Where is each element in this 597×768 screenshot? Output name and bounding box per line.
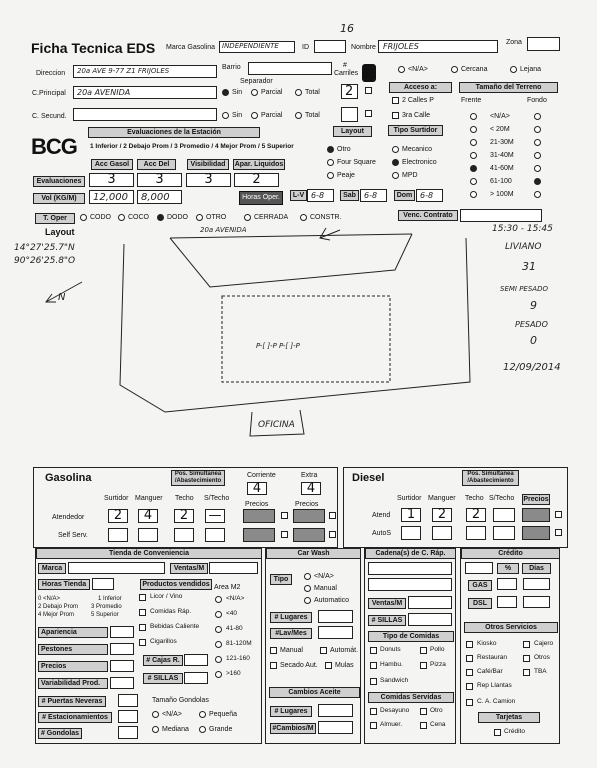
credito-gas-label: GAS — [468, 580, 492, 591]
direccion-label: Direccion — [36, 70, 66, 77]
total-label-2: Total — [305, 112, 320, 119]
gondola-na-label: <N/A> — [162, 711, 182, 718]
rating-field[interactable] — [110, 626, 134, 638]
area-option-label: <N/A> — [226, 595, 245, 602]
desayuno-label: Desayuno — [380, 707, 410, 714]
otros-check[interactable] — [523, 655, 530, 662]
cadena-header: Cadena(s) de C. Ráp. — [365, 548, 456, 559]
tarjetas-header: Tarjetas — [478, 712, 540, 723]
tienda-item-label: Licor / Vino — [150, 593, 183, 600]
otros-check[interactable] — [466, 683, 473, 690]
scale-item: 5 Superior — [91, 612, 119, 618]
direccion-field[interactable]: 20a AVE 9-77 Z1 FRIJOLES — [73, 65, 217, 78]
cw-automat-check-label: Automát. — [330, 647, 359, 654]
gas-stecho-field[interactable]: — — [205, 509, 225, 523]
corriente-field[interactable]: 4 — [247, 482, 267, 495]
gas-precio-corriente-check[interactable] — [281, 512, 288, 519]
cw-secado-label: Secado Aut. — [280, 662, 318, 669]
tienda-sillas-label: # SILLAS — [143, 673, 183, 684]
dsl-atend-label: Atend — [372, 512, 391, 519]
tienda-horas-label: Horas Tienda — [38, 579, 90, 590]
cw-lugares-label: # Lugares — [270, 612, 312, 623]
sin-label-2: Sin — [232, 112, 243, 119]
tienda-item-check[interactable] — [139, 594, 146, 601]
area-radio[interactable] — [215, 641, 222, 648]
eval-acc-gasol[interactable]: 3 — [89, 173, 134, 187]
cw-manual-check[interactable] — [270, 647, 277, 654]
dsl-col-surtidor: Surtidor — [397, 495, 422, 502]
area-radio[interactable] — [215, 656, 222, 663]
cadena-ventas-field[interactable] — [408, 596, 452, 609]
gas-col-techo: Techo — [175, 495, 194, 502]
tipo-oper-label-opt: CODO — [90, 214, 111, 221]
cadena-ventas-label: Ventas/M — [368, 598, 406, 609]
terreno-size-label: 41-60M — [490, 165, 514, 172]
cajas-field[interactable] — [184, 654, 208, 666]
tipo-oper-label: T. Oper — [35, 213, 75, 224]
sin-label: Sin — [232, 89, 243, 96]
self-precio-2[interactable] — [293, 528, 325, 542]
layout-sketch-label: Layout — [45, 227, 75, 237]
credito-dias-label: Días — [522, 563, 551, 574]
almuer-label: Almuer. — [380, 721, 403, 728]
tienda-item-check[interactable] — [139, 624, 146, 631]
otros-label: TBA — [534, 668, 547, 675]
scale-item: 2 Debajo Prom — [38, 604, 79, 610]
donuts-label: Donuts — [380, 646, 401, 653]
carwash-tipo-label: Tipo — [270, 574, 292, 585]
north-label: N — [58, 292, 66, 303]
vol-field-1[interactable]: 12,000 — [89, 190, 134, 204]
evaluaciones-row-label: Evaluaciones — [33, 176, 85, 187]
cambios-lugares-label: # Lugares — [270, 706, 312, 717]
dsl-manguer-field[interactable]: 2 — [432, 508, 452, 522]
total-label: Total — [305, 89, 320, 96]
area-option-label: 81-120M — [226, 640, 252, 647]
calle-3ra-label: 3ra Calle — [402, 112, 431, 119]
credito-header: Crédito — [461, 548, 560, 559]
dsl-surtidor-field[interactable]: 1 — [401, 508, 421, 522]
dsl-autos-techo[interactable] — [466, 526, 486, 540]
layout-header: Layout — [333, 126, 372, 137]
area-radio[interactable] — [215, 671, 222, 678]
scale-item: 1 Inferior — [98, 596, 122, 602]
cw-auto-label: Automatico — [314, 597, 350, 604]
dsl-stecho-field[interactable] — [493, 508, 515, 522]
cw-na-label: <N/A> — [314, 573, 334, 580]
otros-check[interactable] — [523, 669, 530, 676]
tarjeta-credito-label: Crédito — [504, 728, 525, 735]
gas-col-surtidor: Surtidor — [104, 495, 129, 502]
gas-precios-label-1: Precios — [245, 501, 269, 508]
horas-oper-label: Horas Oper. — [239, 191, 283, 205]
tienda-sillas-field[interactable] — [184, 672, 208, 684]
tienda-ventas-field[interactable] — [209, 562, 258, 574]
self-manguer[interactable] — [138, 528, 158, 542]
gondola-pequena-radio[interactable] — [199, 711, 206, 718]
eval-acc-del[interactable]: 3 — [137, 173, 182, 187]
cw-manual-check-label: Manual — [280, 647, 303, 654]
col-acc-del: Acc Del — [137, 159, 176, 170]
otros-label: Café/Bar — [477, 668, 503, 675]
dsl-autos-surtidor[interactable] — [401, 526, 421, 540]
zona-label: Zona — [506, 39, 522, 46]
gas-precios-label-2: Precios — [295, 501, 319, 508]
dom-label: Dom — [394, 190, 415, 201]
tienda-ventas-label: Ventas/M — [170, 563, 208, 574]
nombre-field[interactable]: FRIJOLES — [378, 40, 498, 53]
office-label: OFICINA — [258, 420, 295, 430]
gas-techo-field[interactable]: 2 — [174, 509, 194, 523]
credito-dsl-label: DSL — [468, 598, 492, 609]
gondola-mediana-radio[interactable] — [152, 726, 159, 733]
otro-comida-label: Otro — [430, 707, 443, 714]
cw-mulas-label: Mulas — [335, 662, 354, 669]
productos-header: Productos vendidos — [140, 579, 212, 590]
area-m2-label: Area M2 — [214, 584, 241, 591]
cambios-header: Cambios Aceite — [269, 687, 360, 698]
gondola-pequena-label: Pequeña — [209, 711, 238, 718]
credito-field[interactable] — [465, 562, 493, 574]
gas-col-stecho: S/Techo — [204, 495, 230, 502]
tipo-oper-label-opt: OTRO — [206, 214, 227, 221]
tienda-item-label: Cigarillos — [150, 638, 177, 645]
venc-contrato-label: Venc. Contrato — [398, 210, 458, 221]
otros-check[interactable] — [466, 655, 473, 662]
area-option-label: 41-80 — [226, 625, 243, 632]
dsl-col-stecho: S/Techo — [489, 495, 515, 502]
tipo-oper-label-opt: CONSTR. — [310, 214, 342, 221]
self-precio-1[interactable] — [243, 528, 275, 542]
pesado-label: PESADO — [515, 320, 548, 329]
sab-label: Sab — [340, 190, 359, 201]
cw-automat-check[interactable] — [320, 647, 327, 654]
self-surtidor[interactable] — [108, 528, 128, 542]
cadena-field-1[interactable] — [368, 562, 452, 575]
carriles-field[interactable]: 2 — [341, 84, 358, 99]
estac-field[interactable] — [118, 710, 138, 723]
eval-apar-liquidos[interactable]: 2 — [234, 173, 279, 187]
page-number: 16 — [340, 22, 354, 35]
cajas-label: # Cajas R. — [143, 655, 183, 666]
cadena-sillas-label: # SILLAS — [368, 615, 406, 626]
gas-pos-sim: Pos. Simultanea /Abastecimiento — [171, 470, 225, 486]
self-techo[interactable] — [174, 528, 194, 542]
dsl-autos-manguer[interactable] — [432, 526, 452, 540]
dsl-autos-precio-check[interactable] — [555, 529, 562, 536]
dsl-autos-stecho[interactable] — [493, 526, 515, 540]
cw-manual-label: Manual — [314, 585, 337, 592]
puertas-label: # Puertas Neveras — [38, 696, 106, 707]
vis-na-label: <N/A> — [408, 66, 428, 73]
cw-manual-radio[interactable] — [304, 585, 311, 592]
otros-label: Cajero — [534, 640, 554, 647]
pesado-count: 0 — [530, 334, 537, 347]
cambios-lugares-field[interactable] — [318, 704, 353, 717]
servidas-header: Comidas Servidas — [368, 692, 454, 703]
gas-surtidor-field[interactable]: 2 — [108, 509, 128, 523]
dsl-col-precios: Precios — [523, 496, 549, 503]
semipesado-count: 9 — [530, 299, 537, 312]
area-radio[interactable] — [215, 611, 222, 618]
gas-precio-extra-check[interactable] — [329, 512, 336, 519]
marca-field[interactable]: INDEPENDIENTE — [219, 41, 295, 53]
otros-check[interactable] — [466, 641, 473, 648]
dom-field[interactable]: 6-8 — [416, 189, 443, 202]
otros-check[interactable] — [523, 641, 530, 648]
self-stecho[interactable] — [205, 528, 225, 542]
gasolina-title: Gasolina — [45, 472, 92, 484]
semipesado-label: SEMI PESADO — [500, 285, 548, 293]
principal-field[interactable]: 20a AVENIDA — [73, 86, 217, 99]
gondolas-label: # Gondolas — [38, 728, 82, 739]
extra-label: Extra — [301, 472, 318, 479]
tam-gondolas-label: Tamaño Gondolas — [152, 697, 209, 704]
dsl-pos-sim: Pos. Simultanea /Abastecimiento — [462, 470, 519, 486]
tipo-oper-label-opt: CERRADA — [254, 214, 289, 221]
otro-comida-check[interactable] — [420, 708, 427, 715]
vis-cercana-label: Cercana — [461, 66, 488, 73]
cambios-mes-field[interactable] — [318, 721, 353, 734]
otros-label: C. A. Camion — [477, 698, 516, 705]
terreno-size-label: < 20M — [490, 126, 510, 133]
pumps-label: P-[ ]-P P-[ ]-P — [256, 342, 300, 350]
id-label: ID — [302, 44, 309, 51]
scale-item: 3 Promedio — [91, 604, 122, 610]
area-option-label: <40 — [226, 610, 238, 617]
dsl-precio-check[interactable] — [555, 511, 562, 518]
coords-lon: 90°26'25.8"O — [14, 256, 76, 266]
gondola-mediana-label: Mediana — [162, 726, 189, 733]
gas-precio-extra[interactable] — [293, 509, 325, 523]
otros-check[interactable] — [466, 699, 473, 706]
terreno-size-label: > 100M — [490, 191, 514, 198]
rating-field[interactable] — [110, 660, 134, 672]
extra-field[interactable]: 4 — [301, 482, 321, 495]
parcial-label-2: Parcial — [261, 112, 283, 119]
cw-na-radio[interactable] — [304, 573, 311, 580]
cw-lugares-field[interactable] — [318, 610, 353, 623]
otros-servicios-header: Otros Servicios — [464, 622, 558, 633]
hambu-check[interactable] — [370, 662, 377, 669]
sandwich-check[interactable] — [370, 678, 377, 685]
area-option-label: >160 — [226, 670, 241, 677]
fondo-label: Fondo — [527, 97, 547, 104]
rating-label: Pestones — [38, 644, 108, 655]
dsl-precio[interactable] — [522, 508, 550, 522]
desayuno-check[interactable] — [370, 708, 377, 715]
terreno-size-label: <N/A> — [490, 113, 510, 120]
corriente-label: Corriente — [247, 472, 276, 479]
sab-field[interactable]: 6-8 — [360, 189, 387, 202]
evaluaciones-header: Evaluaciones de la Estación — [88, 127, 260, 138]
gas-precio-corriente[interactable] — [243, 509, 275, 523]
tipo-comidas-header: Tipo de Comidas — [368, 631, 454, 642]
tipo-oper-label-opt: DODO — [167, 214, 188, 221]
acceso-header: Acceso a: — [389, 82, 452, 93]
estac-label: # Estacionamientos — [38, 712, 112, 723]
lv-label: L-V — [290, 190, 307, 201]
dsl-autos-precio[interactable] — [522, 526, 550, 540]
hambu-label: Hambu. — [380, 661, 403, 668]
rating-label: Variabilidad Prod. — [38, 678, 108, 689]
self-precio-1-check[interactable] — [281, 531, 288, 538]
credito-dsl-dias[interactable] — [523, 596, 550, 608]
terreno-size-label: 21-30M — [490, 139, 514, 146]
tienda-marca-field[interactable] — [68, 562, 165, 574]
survey-date: 12/09/2014 — [503, 362, 561, 373]
dsl-col-manguer: Manguer — [428, 495, 456, 502]
puertas-field[interactable] — [118, 694, 138, 707]
tienda-horas-field[interactable] — [92, 578, 114, 590]
rating-field[interactable] — [110, 677, 134, 689]
cw-lavmes-label: #Lav/Mes — [270, 628, 312, 639]
area-radio[interactable] — [215, 596, 222, 603]
gondolas-field[interactable] — [118, 726, 138, 739]
diesel-title: Diesel — [352, 472, 385, 484]
liviano-count: 31 — [522, 260, 536, 273]
dsl-col-techo: Techo — [465, 495, 484, 502]
tarjeta-credito-check[interactable] — [494, 729, 501, 736]
gas-manguer-field[interactable]: 4 — [138, 509, 158, 523]
surtidor-electronico-label: Electronico — [402, 159, 437, 166]
nombre-label: Nombre — [351, 44, 376, 51]
otros-label: Restauran — [477, 654, 507, 661]
barrio-label: Barrio — [222, 64, 241, 71]
cena-check[interactable] — [420, 722, 427, 729]
pollo-label: Pollo — [430, 646, 445, 653]
cadena-field-2[interactable] — [368, 578, 452, 591]
otros-label: Rep Llantas — [477, 682, 512, 689]
pollo-check[interactable] — [420, 647, 427, 654]
self-serv-label: Self Serv. — [58, 532, 88, 539]
vis-lejana-label: Lejana — [520, 66, 542, 73]
eval-visibilidad[interactable]: 3 — [186, 173, 231, 187]
sandwich-label: Sandwich — [380, 677, 409, 684]
cw-auto-radio[interactable] — [304, 597, 311, 604]
area-radio[interactable] — [215, 626, 222, 633]
terreno-size-label: 31-40M — [490, 152, 514, 159]
rating-label: Precios — [38, 661, 108, 672]
cw-lavmes-field[interactable] — [318, 626, 353, 639]
vol-field-2[interactable]: 8,000 — [137, 190, 182, 204]
terreno-size-label: 61-100 — [490, 178, 512, 185]
layout-peaje-label: Peaje — [337, 172, 355, 179]
otros-label: Kiosko — [477, 640, 497, 647]
tienda-header: Tienda de Conveniencia — [36, 548, 262, 559]
rating-label: Apariencia — [38, 627, 108, 638]
pizza-label: Pizza — [430, 661, 446, 668]
scale-item: 0 <N/A> — [38, 596, 61, 602]
dsl-autos-label: AutoS — [372, 530, 392, 537]
gondola-grande-radio[interactable] — [199, 726, 206, 733]
almuer-check[interactable] — [370, 722, 377, 729]
form-title: Ficha Tecnica EDS — [31, 40, 156, 56]
credito-gas-pct[interactable] — [497, 578, 517, 590]
dsl-techo-field[interactable]: 2 — [466, 508, 486, 522]
self-precio-2-check[interactable] — [329, 531, 336, 538]
tienda-item-label: Comidas Ráp. — [150, 608, 192, 615]
tienda-item-label: Bebidas Caliente — [150, 623, 200, 630]
col-visibilidad: Visibilidad — [187, 159, 229, 170]
cw-secado-check[interactable] — [270, 662, 277, 669]
parcial-label: Parcial — [261, 89, 283, 96]
gondola-na-radio[interactable] — [152, 711, 159, 718]
tienda-item-check[interactable] — [139, 609, 146, 616]
otros-check[interactable] — [466, 669, 473, 676]
vol-label: Vol (KG/M) — [33, 193, 85, 204]
gas-col-manguer: Manguer — [135, 495, 163, 502]
donuts-check[interactable] — [370, 647, 377, 654]
street-label: 20a AVENIDA — [200, 226, 247, 234]
terreno-header: Tamaño del Terreno — [459, 82, 558, 93]
separador-label: Separador — [240, 78, 273, 85]
tipo-surtidor-header: Tipo Surtidor — [388, 125, 443, 136]
count-time: 15:30 - 15:45 — [492, 224, 553, 234]
area-option-label: 121-160 — [226, 655, 250, 662]
credito-gas-dias[interactable] — [523, 578, 550, 590]
secund-label: C. Secund. — [32, 113, 67, 120]
credito-pct-label: % — [497, 563, 519, 574]
rating-scale: 1 Inferior / 2 Debajo Prom / 3 Promedio / 4 Mejor Prom / 5 Superior — [90, 143, 294, 150]
layout-foursquare-label: Four Square — [337, 159, 376, 166]
surtidor-mecanico-label: Mecanico — [402, 146, 432, 153]
frente-label: Frente — [461, 97, 482, 104]
col-apar-liquidos: Apar. Liquidos — [234, 161, 284, 168]
tienda-item-check[interactable] — [139, 639, 146, 646]
tienda-marca-label: Marca — [38, 563, 66, 574]
pizza-check[interactable] — [420, 662, 427, 669]
layout-otro-label: Otro — [337, 146, 351, 153]
carwash-header: Car Wash — [266, 548, 361, 559]
scale-item: 4 Mejor Prom — [38, 612, 75, 618]
rating-field[interactable] — [110, 643, 134, 655]
atendedor-label: Atendedor — [52, 514, 85, 521]
cena-label: Cena — [430, 721, 446, 728]
otros-label: Otros — [534, 654, 550, 661]
tipo-oper-label-opt: COCO — [128, 214, 149, 221]
cambios-mes-label: #Cambios/M — [270, 723, 316, 734]
surtidor-mpd-label: MPD — [402, 172, 418, 179]
cadena-sillas-field[interactable] — [408, 613, 452, 626]
gondola-grande-label: Grande — [209, 726, 233, 733]
liviano-label: LIVIANO — [505, 242, 542, 252]
credito-dsl-pct[interactable] — [497, 596, 517, 608]
col-acc-gasol: Acc Gasol — [91, 159, 133, 170]
lv-field[interactable]: 6-8 — [307, 189, 334, 202]
cw-mulas-check[interactable] — [325, 662, 332, 669]
carriles-label: # Carriles — [334, 62, 359, 77]
bcg-logo: BCG — [31, 134, 77, 159]
coords-lat: 14°27'25.7"N — [14, 243, 75, 253]
marca-label: Marca Gasolina — [166, 44, 216, 51]
principal-label: C.Principal — [32, 90, 66, 97]
calles-2p-label: 2 Calles P — [402, 97, 434, 104]
